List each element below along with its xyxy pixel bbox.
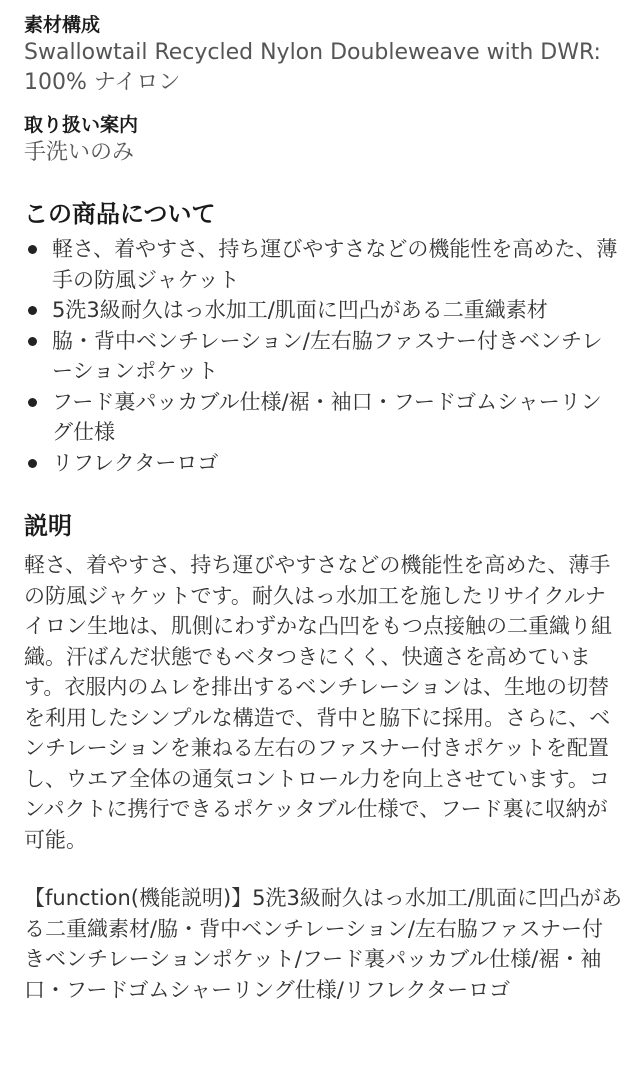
bullet-text: フード裏パッカブル仕様/裾・袖口・フードゴムシャーリング仕様 [52,389,602,444]
care-section [24,112,622,168]
bullet-item [24,295,622,326]
bullet-dot-icon [28,245,37,254]
bullet-text: 5洗3級耐久はっ水加工/肌面に凹凸がある二重織素材 [52,298,548,322]
care-value: 手洗いのみ [24,140,135,165]
bullet-dot-icon [28,459,37,468]
bullet-item [24,448,622,479]
bullet-dot-icon [28,337,37,346]
function-description: 【function(機能説明)】5洗3級耐久はっ水加工/肌面に凹凸がある二重織素材/脇・背中ベンチレーション/左右脇ファスナー付きベンチレーションポケット/フード裏パッカブル仕様/裾・袖口・フードゴムシャーリング仕様/リフレクターロゴ [24,886,622,1002]
bullet-item [24,387,622,448]
materials-label: 素材構成 [24,14,101,36]
bullet-dot-icon [28,306,37,315]
about-section [24,198,622,478]
description-body: 軽さ、着やすさ、持ち運びやすさなどの機能性を高めた、薄手の防風ジャケットです。耐久はっ水加工を施したリサイクルナイロン生地は、肌側にわずかな凸凹をもつ点接触の二重織り組織。汗ばんだ状態でもベタつきにくく、快適さを高めています。衣服内のムレを排出するベンチレーションは、生地の切替を利用したシンプルな構造で、背中と脇下に採用。さらに、ベンチレーションを兼ねる左右のファスナー付きポケットを配置し、ウエア全体の通気コントロール力を向上させています。コンパクトに携行できるポケッタブル仕様で、フード裏に収納が可能。 [24,553,612,852]
description-section [24,510,622,1005]
bullet-text: リフレクターロゴ [52,450,219,475]
bullet-item [24,326,622,387]
about-bullet-list [24,234,622,478]
bullet-text: 脇・背中ベンチレーション/左右脇ファスナー付きベンチレーションポケット [52,328,603,383]
bullet-item [24,234,622,295]
care-label: 取り扱い案内 [24,114,139,136]
materials-section [24,12,622,98]
bullet-text: 軽さ、着やすさ、持ち運びやすさなどの機能性を高めた、薄手の防風ジャケット [52,237,618,292]
materials-value: Swallowtail Recycled Nylon Doubleweave with DWR: 100% ナイロン [24,40,601,95]
about-heading: この商品について [24,200,216,228]
bullet-dot-icon [28,398,37,407]
description-heading: 説明 [24,512,72,540]
